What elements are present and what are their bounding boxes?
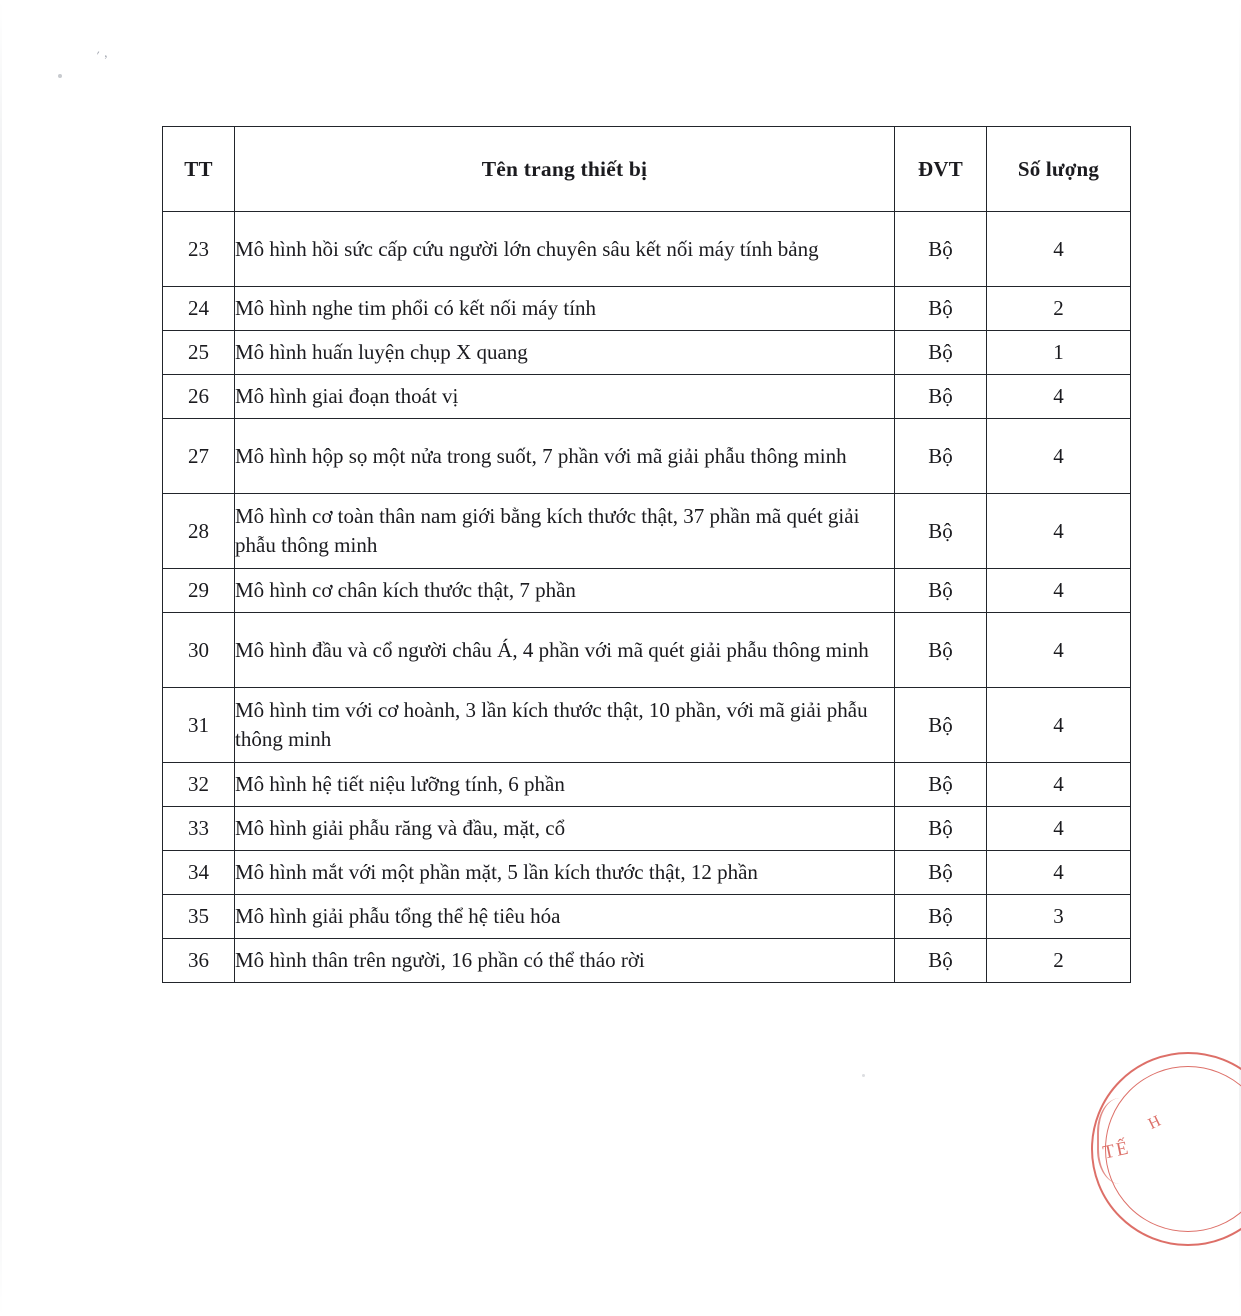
table-row — [163, 375, 1131, 419]
scan-speck — [58, 74, 62, 78]
cell-unit: Bộ — [895, 331, 987, 375]
scan-artifact-tick: ′ — [94, 47, 101, 64]
cell-quantity: 4 — [987, 569, 1131, 613]
cell-name: Mô hình mắt với một phần mặt, 5 lần kích thước thật, 12 phần — [235, 851, 895, 895]
seal-text-line2: H — [1145, 1112, 1165, 1133]
equipment-table-container — [162, 126, 1130, 983]
cell-unit: Bộ — [895, 494, 987, 569]
cell-name: Mô hình nghe tim phổi có kết nối máy tính — [235, 287, 895, 331]
seal-text-line1: TẾ — [1101, 1137, 1133, 1164]
scan-artifact-tick-2: ʼ — [103, 51, 110, 68]
cell-quantity: 2 — [987, 287, 1131, 331]
cell-tt: 26 — [163, 375, 235, 419]
cell-tt: 29 — [163, 569, 235, 613]
cell-unit: Bộ — [895, 419, 987, 494]
table-header-row — [163, 127, 1131, 212]
table-row — [163, 613, 1131, 688]
cell-name: Mô hình hộp sọ một nửa trong suốt, 7 phần với mã giải phẫu thông minh — [235, 419, 895, 494]
cell-quantity: 2 — [987, 939, 1131, 983]
cell-quantity: 4 — [987, 807, 1131, 851]
cell-unit: Bộ — [895, 807, 987, 851]
cell-quantity: 4 — [987, 613, 1131, 688]
cell-name: Mô hình đầu và cổ người châu Á, 4 phần với mã quét giải phẫu thông minh — [235, 613, 895, 688]
cell-tt: 25 — [163, 331, 235, 375]
cell-tt: 24 — [163, 287, 235, 331]
official-seal-stamp — [1091, 1052, 1241, 1246]
cell-quantity: 4 — [987, 375, 1131, 419]
scan-speck — [862, 1074, 865, 1077]
table-header — [163, 127, 1131, 212]
cell-tt: 30 — [163, 613, 235, 688]
table-row — [163, 569, 1131, 613]
cell-tt: 32 — [163, 763, 235, 807]
cell-unit: Bộ — [895, 763, 987, 807]
cell-tt: 23 — [163, 212, 235, 287]
cell-unit: Bộ — [895, 287, 987, 331]
cell-name: Mô hình cơ toàn thân nam giới bằng kích thước thật, 37 phần mã quét giải phẫu thông minh — [235, 494, 895, 569]
table-row — [163, 331, 1131, 375]
cell-name: Mô hình tim với cơ hoành, 3 lần kích thước thật, 10 phần, với mã giải phẫu thông minh — [235, 688, 895, 763]
equipment-table — [162, 126, 1131, 983]
cell-unit: Bộ — [895, 939, 987, 983]
table-row — [163, 287, 1131, 331]
cell-quantity: 1 — [987, 331, 1131, 375]
cell-name: Mô hình hồi sức cấp cứu người lớn chuyên sâu kết nối máy tính bảng — [235, 212, 895, 287]
cell-unit: Bộ — [895, 212, 987, 287]
cell-unit: Bộ — [895, 895, 987, 939]
column-header-tt: TT — [163, 127, 235, 212]
table-row — [163, 212, 1131, 287]
cell-quantity: 3 — [987, 895, 1131, 939]
cell-tt: 34 — [163, 851, 235, 895]
table-row — [163, 494, 1131, 569]
cell-name: Mô hình giải phẫu răng và đầu, mặt, cổ — [235, 807, 895, 851]
cell-unit: Bộ — [895, 375, 987, 419]
table-body — [163, 212, 1131, 983]
table-row — [163, 851, 1131, 895]
cell-unit: Bộ — [895, 851, 987, 895]
cell-name: Mô hình giải phẫu tổng thể hệ tiêu hóa — [235, 895, 895, 939]
cell-name: Mô hình thân trên người, 16 phần có thể tháo rời — [235, 939, 895, 983]
cell-tt: 31 — [163, 688, 235, 763]
table-row — [163, 807, 1131, 851]
cell-quantity: 4 — [987, 763, 1131, 807]
cell-quantity: 4 — [987, 688, 1131, 763]
cell-name: Mô hình huấn luyện chụp X quang — [235, 331, 895, 375]
cell-tt: 33 — [163, 807, 235, 851]
table-row — [163, 763, 1131, 807]
table-row — [163, 895, 1131, 939]
column-header-quantity: Số lượng — [987, 127, 1131, 212]
cell-unit: Bộ — [895, 688, 987, 763]
cell-tt: 27 — [163, 419, 235, 494]
column-header-unit: ĐVT — [895, 127, 987, 212]
cell-quantity: 4 — [987, 851, 1131, 895]
cell-quantity: 4 — [987, 419, 1131, 494]
cell-name: Mô hình hệ tiết niệu lưỡng tính, 6 phần — [235, 763, 895, 807]
cell-name: Mô hình giai đoạn thoát vị — [235, 375, 895, 419]
cell-quantity: 4 — [987, 494, 1131, 569]
table-row — [163, 939, 1131, 983]
cell-unit: Bộ — [895, 613, 987, 688]
column-header-name: Tên trang thiết bị — [235, 127, 895, 212]
cell-tt: 35 — [163, 895, 235, 939]
cell-tt: 36 — [163, 939, 235, 983]
cell-tt: 28 — [163, 494, 235, 569]
page-left-edge-shadow — [0, 0, 2, 1316]
table-row — [163, 688, 1131, 763]
table-row — [163, 419, 1131, 494]
cell-name: Mô hình cơ chân kích thước thật, 7 phần — [235, 569, 895, 613]
cell-unit: Bộ — [895, 569, 987, 613]
cell-quantity: 4 — [987, 212, 1131, 287]
